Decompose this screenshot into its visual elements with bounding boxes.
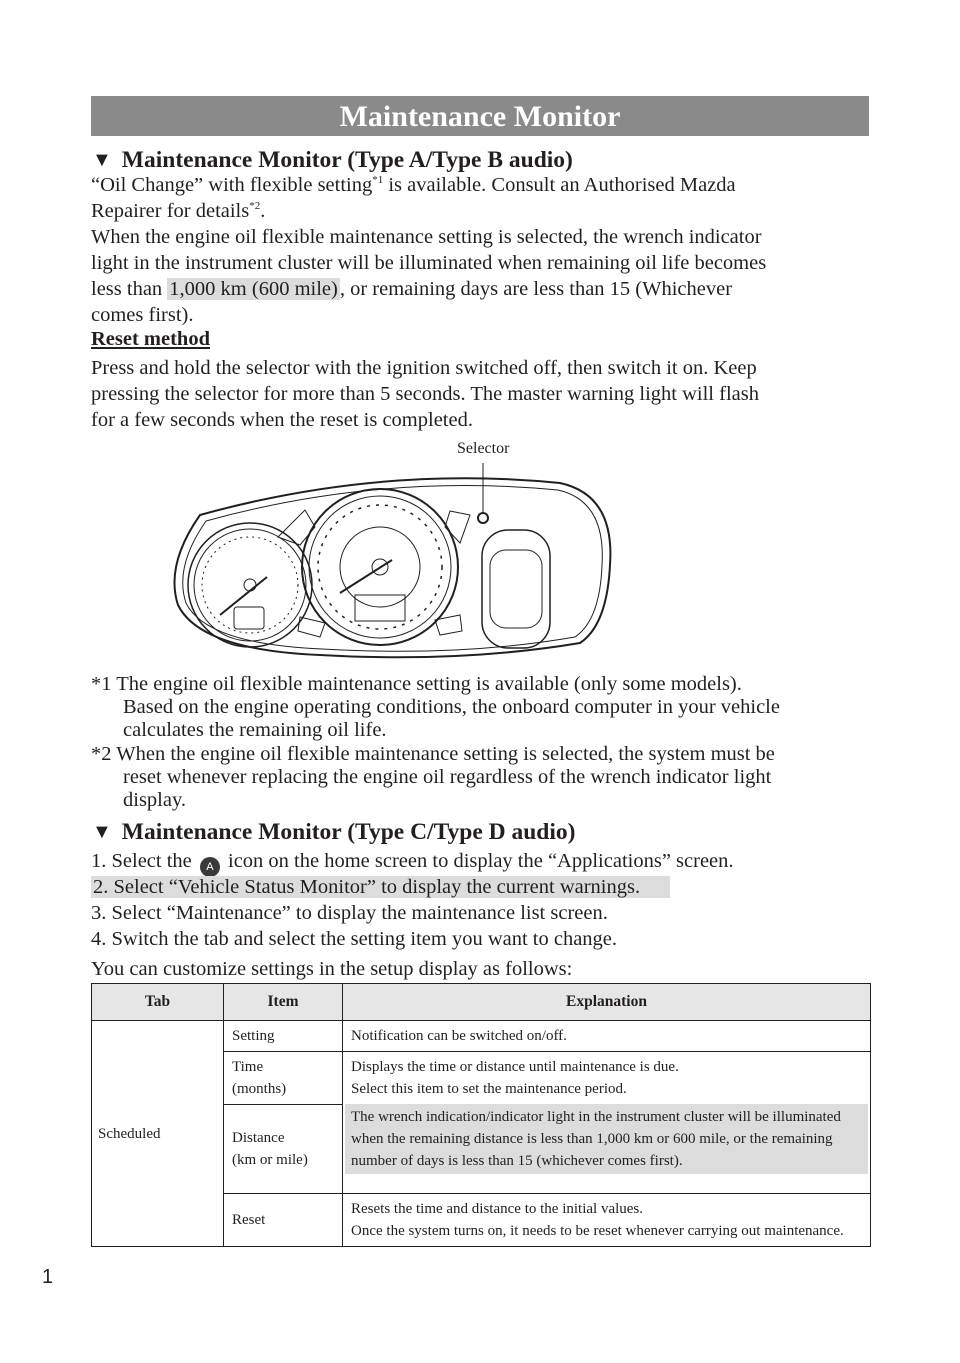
tab-cell-scheduled: Scheduled	[92, 1021, 224, 1247]
item-time-line2: (months)	[232, 1081, 287, 1097]
item-distance-line1: Distance	[232, 1130, 285, 1146]
footnote-1-line3: calculates the remaining oil life.	[123, 719, 387, 741]
explanation-time-line1: Displays the time or distance until maintenance is due.	[351, 1059, 679, 1075]
text: Repairer for details	[91, 200, 250, 222]
settings-table	[91, 983, 871, 1247]
text: , or remaining days are less than 15 (Whichever	[339, 278, 733, 300]
item-time-line1: Time	[232, 1059, 264, 1075]
footnote-2-line2: reset whenever replacing the engine oil regardless of the wrench indicator light	[123, 766, 772, 788]
paragraph-flexible-line3	[91, 276, 732, 302]
paragraph-flexible-line4: comes first).	[91, 304, 194, 326]
item-time	[224, 1052, 343, 1105]
footnote-ref-1: *1	[372, 174, 384, 186]
triangle-bullet-icon: ▼	[92, 149, 112, 171]
explanation-time-distance	[343, 1052, 871, 1194]
step-4: 4. Switch the tab and select the setting item you want to change.	[91, 928, 618, 950]
text: “Oil Change” with flexible setting	[91, 174, 373, 196]
table-row	[92, 1021, 871, 1052]
footnote-ref-2: *2	[249, 200, 261, 212]
paragraph-flexible-line2: light in the instrument cluster will be illuminated when remaining oil life becomes	[91, 252, 767, 274]
applications-icon: A	[200, 857, 220, 877]
column-header-explanation: Explanation	[343, 984, 871, 1021]
step-2	[91, 874, 670, 900]
section-heading-text: Maintenance Monitor (Type A/Type B audio)	[121, 147, 573, 173]
item-setting: Setting	[224, 1021, 343, 1052]
explanation-reset	[343, 1194, 871, 1247]
text: 1. Select the	[91, 850, 197, 872]
text: is available. Consult an Authorised Mazda	[383, 174, 736, 196]
paragraph-oil-change-line2	[91, 198, 265, 224]
explanation-reset-line2: Once the system turns on, it needs to be reset whenever carrying out maintenance.	[351, 1223, 844, 1239]
footnote-1-line2: Based on the engine operating conditions, the onboard computer in your vehicle	[123, 696, 780, 718]
text: .	[260, 200, 266, 222]
footnote-1	[91, 673, 871, 742]
highlighted-distance: 1,000 km (600 mile)	[169, 278, 338, 300]
customize-intro: You can customize settings in the setup display as follows:	[91, 958, 573, 980]
text: less than	[91, 278, 168, 300]
item-reset: Reset	[224, 1194, 343, 1247]
reset-line2: pressing the selector for more than 5 seconds. The master warning light will flash	[91, 383, 759, 405]
explanation-setting: Notification can be switched on/off.	[343, 1021, 871, 1052]
step-3: 3. Select “Maintenance” to display the maintenance list screen.	[91, 902, 608, 924]
footnote-2	[91, 743, 871, 812]
section-heading-type-ab	[92, 146, 573, 174]
section-heading-type-cd	[92, 818, 575, 846]
section-heading-text: Maintenance Monitor (Type C/Type D audio)	[121, 819, 576, 845]
paragraph-oil-change-line1	[91, 172, 736, 198]
column-header-item: Item	[224, 984, 343, 1021]
page-number: 1	[42, 1266, 54, 1288]
explanation-time-line2: Select this item to set the maintenance period.	[351, 1081, 627, 1097]
reset-line3: for a few seconds when the reset is completed.	[91, 409, 473, 431]
instrument-cluster-illustration	[160, 455, 620, 670]
explanation-reset-line1: Resets the time and distance to the initial values.	[351, 1201, 644, 1217]
footnote-2-line3: display.	[123, 789, 187, 811]
paragraph-flexible-line1: When the engine oil flexible maintenance setting is selected, the wrench indicator	[91, 226, 762, 248]
column-header-tab: Tab	[92, 984, 224, 1021]
reset-method-heading: Reset method	[91, 328, 210, 350]
step-2-highlighted: 2. Select “Vehicle Status Monitor” to display the current warnings.	[91, 876, 670, 898]
footnote-2-line1: *2 When the engine oil flexible maintenance setting is selected, the system must be	[91, 743, 775, 765]
triangle-bullet-icon: ▼	[92, 821, 112, 843]
step-1	[91, 848, 734, 877]
table-header-row	[92, 984, 871, 1021]
page-banner-title: Maintenance Monitor	[91, 96, 869, 136]
item-distance	[224, 1105, 343, 1194]
explanation-wrench-note: The wrench indication/indicator light in the instrument cluster will be illuminated when the remaining distance is less than 1,000 km or 600 mile, or the remaining number of days is less than 15 (whichever comes first).	[345, 1104, 868, 1174]
item-distance-line2: (km or mile)	[232, 1152, 308, 1168]
reset-line1: Press and hold the selector with the ignition switched off, then switch it on. Keep	[91, 357, 757, 379]
footnote-1-line1: *1 The engine oil flexible maintenance setting is available (only some models).	[91, 673, 742, 695]
selector-label: Selector	[457, 440, 510, 457]
text: icon on the home screen to display the “Applications” screen.	[222, 850, 734, 872]
